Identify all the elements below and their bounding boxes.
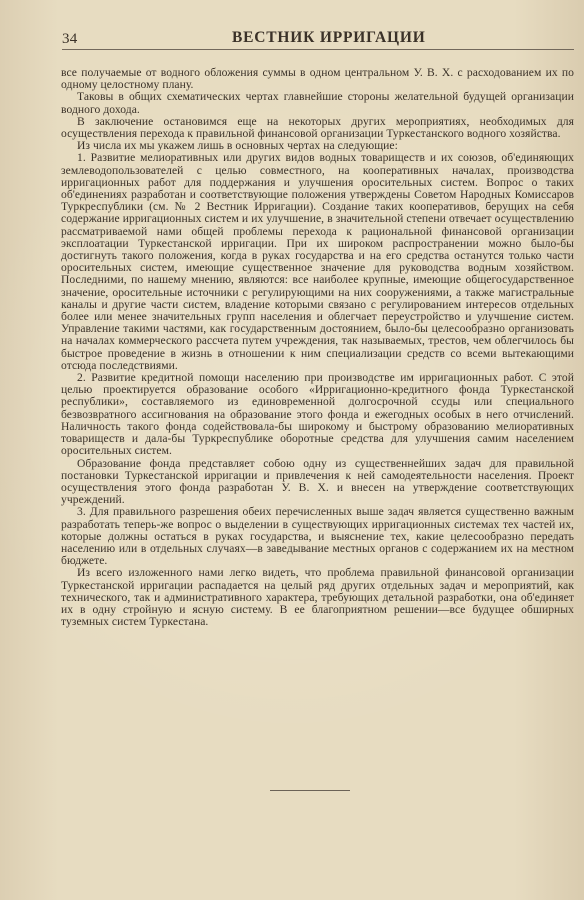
- paragraph-continuation: все получаемые от водного обложения суммы в одном центральном У. В. Х. с расходованием их по одному целостному плану.: [61, 66, 574, 92]
- page-header: [62, 28, 574, 50]
- journal-title: ВЕСТНИК ИРРИГАЦИИ: [232, 29, 426, 46]
- article-body: [61, 67, 574, 628]
- section-end-rule: [270, 790, 350, 791]
- paragraph-item-3: 3. Для правильного разрешения обеих перечисленных выше задач является существенно важным разработать теперь-же вопрос о выделении в существующих ирригационных системах тех частей их, которые должны остаться в руках государства, и выяснение тех, какие целесообразно передать населению или в отдельных случаях—в заведывание местных органов с содержанием их на местном бюджете.: [61, 505, 574, 568]
- paragraph-final: Из всего изложенного нами легко видеть, что проблема правильной финансовой организации Туркестанской ирригации распадается на целый ряд других отдельных задач и мероприятий, как технического, так и административного характера, требующих детальной разработки, она об'единяет их в одну стройную и ясную систему. В ее благоприятном решении—все будущее обширных туземных систем Туркестана.: [61, 566, 574, 629]
- paragraph-conclusion: В заключение остановимся еще на некоторых других мероприятиях, необходимых для осуществления перехода к правильной финансовой организации Туркестанского водного хозяйства.: [61, 114, 574, 141]
- paragraph-summary: Таковы в общих схематических чертах главнейшие стороны желательной будущей организации водного дохода.: [61, 90, 574, 116]
- paragraph-fund: Образование фонда представляет собою одну из существеннейших задач для правильной постановки Туркестанской ирригации и привлечения к ней самодеятельности населения. Проект осуществления этого фонда разработан У. В. Х. и внесен на утверждение соответствующих учреждений.: [61, 456, 574, 507]
- page-number: 34: [62, 31, 78, 47]
- paragraph-list-intro: Из числа их мы укажем лишь в основных чертах на следующие:: [77, 139, 398, 153]
- header-rule: [62, 49, 574, 50]
- paragraph-item-2: 2. Развитие кредитной помощи населению при производстве им ирригационных работ. С этой целью проектируется образование особого «Ирригационно-кредитного фонда Туркестанской республики», составляемого из единовременной долгосрочной ссуды или специального безвозвратного ассигнования на образование этого фонда и ежегодных особых в него отчислений. Наличность такого фонда содействовала-бы широкому и быстрому образованию мелиоративных товариществ и дала-бы Туркреспублике оборотные средства для улучшения самим населением оросительных систем.: [61, 371, 574, 458]
- paragraph-item-1: 1. Развитие мелиоративных или других видов водных товариществ и их союзов, об'единяющих землеводопользователей с целью совместного, на кооперативных началах, производства ирригационных работ для поддержания и улучшения оросительных систем. Вопрос о таких об'единениях разработан и соответствующие положения утверждены Советом Народных Комиссаров Туркреспублики (см. № 2 Вестник Ирригации). Создание таких кооперативов, берущих на себя содержание ирригационных систем и их улучшение, в значительной степени отвечает осуществлению рассматриваемой нами общей проблемы перехода к рациональной финансовой организации эксплоатации Туркестанской ирригации. При их широком распространении можно было-бы достигнуть такого положения, когда в руках государства и на его средства останутся только части оросительных систем, имеющие существенное значение для руководства водным хозяйством. Последними, по нашему мнению, являются: все наиболее крупные, имеющие общегосударственное значение, оросительные источники с регулирующими на них сооружениями, а также магистральные каналы и другие части систем, владение которыми связано с регулированием интересов отдельных более или менее значительных групп населения и облегчает переустройство и улучшение систем. Управление такими частями, как государственным достоянием, было-бы целесообразно организовать на началах коммерческого рассчета путем учреждения, так называемых, трестов, чем облегчилось бы быстрое проведение в жизнь в отношении к ним специализации средств со всеми вытекающими отсюда последствиями.: [61, 151, 574, 372]
